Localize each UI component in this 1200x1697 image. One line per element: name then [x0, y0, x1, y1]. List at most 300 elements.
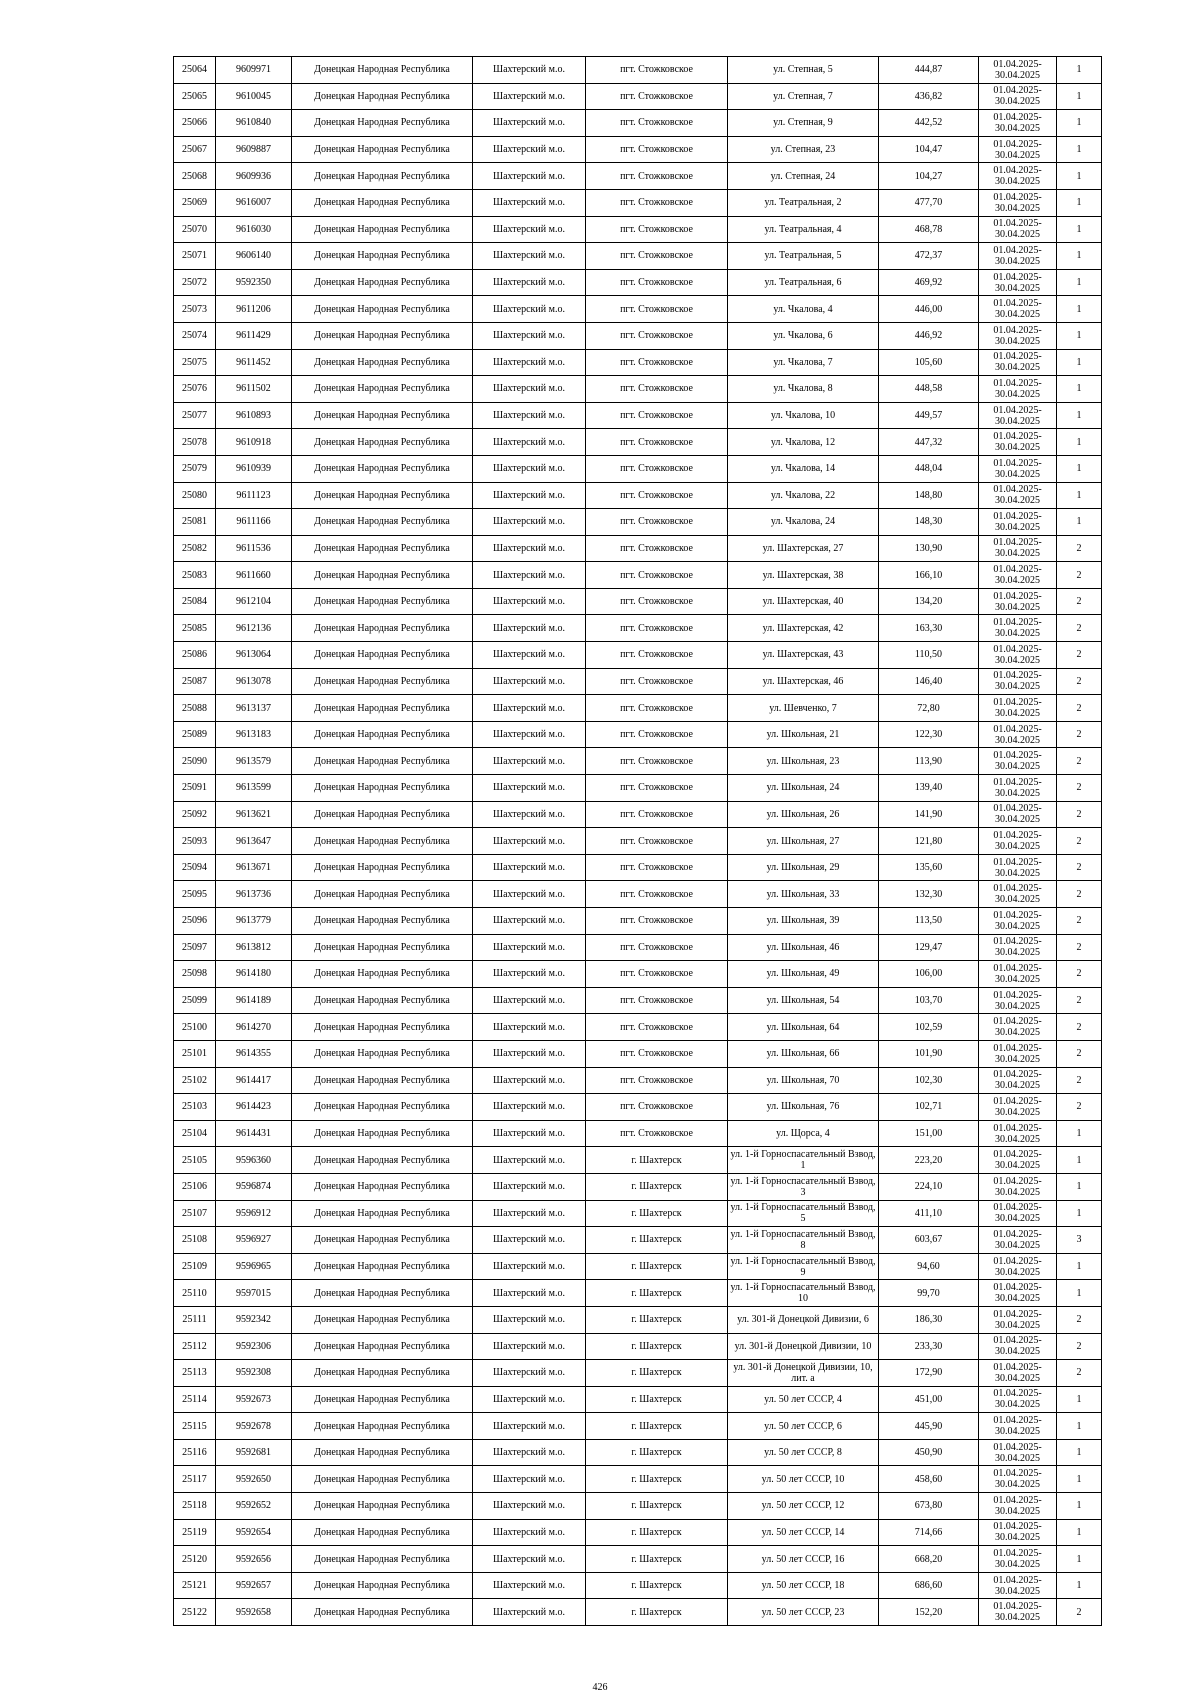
area-cell: 104,27 — [879, 163, 979, 190]
region-cell: Донецкая Народная Республика — [292, 349, 473, 376]
district-cell: Шахтерский м.о. — [473, 322, 586, 349]
locality-cell: пгт. Стожковское — [586, 1120, 728, 1147]
district-cell: Шахтерский м.о. — [473, 1147, 586, 1174]
count-cell: 1 — [1057, 1519, 1102, 1546]
district-cell: Шахтерский м.о. — [473, 455, 586, 482]
period-cell: 01.04.2025-30.04.2025 — [979, 987, 1057, 1014]
row-number-cell: 25095 — [174, 881, 216, 908]
address-cell: ул. Чкалова, 7 — [728, 349, 879, 376]
locality-cell: г. Шахтерск — [586, 1493, 728, 1520]
count-cell: 3 — [1057, 1227, 1102, 1254]
row-number-cell: 25085 — [174, 615, 216, 642]
object-id-cell: 9611452 — [216, 349, 292, 376]
area-cell: 121,80 — [879, 828, 979, 855]
count-cell: 2 — [1057, 1067, 1102, 1094]
object-id-cell: 9613064 — [216, 642, 292, 669]
region-cell: Донецкая Народная Республика — [292, 1014, 473, 1041]
locality-cell: пгт. Стожковское — [586, 482, 728, 509]
table-row — [174, 1200, 1102, 1227]
district-cell: Шахтерский м.о. — [473, 1040, 586, 1067]
count-cell: 2 — [1057, 1360, 1102, 1387]
count-cell: 2 — [1057, 615, 1102, 642]
row-number-cell: 25089 — [174, 721, 216, 748]
district-cell: Шахтерский м.о. — [473, 1599, 586, 1626]
locality-cell: пгт. Стожковское — [586, 509, 728, 536]
table-row — [174, 987, 1102, 1014]
region-cell: Донецкая Народная Республика — [292, 801, 473, 828]
row-number-cell: 25104 — [174, 1120, 216, 1147]
region-cell: Донецкая Народная Республика — [292, 1493, 473, 1520]
period-cell: 01.04.2025-30.04.2025 — [979, 642, 1057, 669]
count-cell: 2 — [1057, 881, 1102, 908]
period-cell: 01.04.2025-30.04.2025 — [979, 57, 1057, 84]
count-cell: 1 — [1057, 163, 1102, 190]
period-cell: 01.04.2025-30.04.2025 — [979, 1439, 1057, 1466]
object-id-cell: 9592342 — [216, 1306, 292, 1333]
table-row — [174, 908, 1102, 935]
object-id-cell: 9611502 — [216, 376, 292, 403]
region-cell: Донецкая Народная Республика — [292, 854, 473, 881]
row-number-cell: 25081 — [174, 509, 216, 536]
region-cell: Донецкая Народная Республика — [292, 402, 473, 429]
region-cell: Донецкая Народная Республика — [292, 881, 473, 908]
address-cell: ул. Школьная, 76 — [728, 1094, 879, 1121]
district-cell: Шахтерский м.о. — [473, 1253, 586, 1280]
count-cell: 2 — [1057, 801, 1102, 828]
period-cell: 01.04.2025-30.04.2025 — [979, 110, 1057, 137]
object-id-cell: 9592652 — [216, 1493, 292, 1520]
period-cell: 01.04.2025-30.04.2025 — [979, 1014, 1057, 1041]
count-cell: 1 — [1057, 349, 1102, 376]
area-cell: 446,00 — [879, 296, 979, 323]
object-id-cell: 9609936 — [216, 163, 292, 190]
locality-cell: пгт. Стожковское — [586, 402, 728, 429]
locality-cell: пгт. Стожковское — [586, 828, 728, 855]
table-row — [174, 1094, 1102, 1121]
object-id-cell: 9614189 — [216, 987, 292, 1014]
area-cell: 110,50 — [879, 642, 979, 669]
locality-cell: пгт. Стожковское — [586, 642, 728, 669]
address-cell: ул. Чкалова, 10 — [728, 402, 879, 429]
locality-cell: пгт. Стожковское — [586, 1014, 728, 1041]
table-row — [174, 1360, 1102, 1387]
area-cell: 102,71 — [879, 1094, 979, 1121]
region-cell: Донецкая Народная Республика — [292, 668, 473, 695]
region-cell: Донецкая Народная Республика — [292, 562, 473, 589]
area-cell: 450,90 — [879, 1439, 979, 1466]
region-cell: Донецкая Народная Республика — [292, 987, 473, 1014]
period-cell: 01.04.2025-30.04.2025 — [979, 163, 1057, 190]
table-row — [174, 376, 1102, 403]
district-cell: Шахтерский м.о. — [473, 1413, 586, 1440]
table-row — [174, 57, 1102, 84]
count-cell: 1 — [1057, 1466, 1102, 1493]
object-id-cell: 9613183 — [216, 721, 292, 748]
district-cell: Шахтерский м.о. — [473, 535, 586, 562]
district-cell: Шахтерский м.о. — [473, 1360, 586, 1387]
table-row — [174, 455, 1102, 482]
area-cell: 442,52 — [879, 110, 979, 137]
object-id-cell: 9614423 — [216, 1094, 292, 1121]
object-id-cell: 9610918 — [216, 429, 292, 456]
region-cell: Донецкая Народная Республика — [292, 1413, 473, 1440]
district-cell: Шахтерский м.о. — [473, 189, 586, 216]
area-cell: 166,10 — [879, 562, 979, 589]
count-cell: 1 — [1057, 216, 1102, 243]
table-row — [174, 429, 1102, 456]
period-cell: 01.04.2025-30.04.2025 — [979, 1572, 1057, 1599]
district-cell: Шахтерский м.о. — [473, 1306, 586, 1333]
period-cell: 01.04.2025-30.04.2025 — [979, 402, 1057, 429]
object-id-cell: 9611536 — [216, 535, 292, 562]
district-cell: Шахтерский м.о. — [473, 136, 586, 163]
region-cell: Донецкая Народная Республика — [292, 1386, 473, 1413]
table-row — [174, 509, 1102, 536]
district-cell: Шахтерский м.о. — [473, 482, 586, 509]
table-row — [174, 296, 1102, 323]
object-id-cell: 9592681 — [216, 1439, 292, 1466]
locality-cell: пгт. Стожковское — [586, 57, 728, 84]
row-number-cell: 25080 — [174, 482, 216, 509]
address-cell: ул. Чкалова, 22 — [728, 482, 879, 509]
region-cell: Донецкая Народная Республика — [292, 721, 473, 748]
address-cell: ул. Степная, 7 — [728, 83, 879, 110]
locality-cell: пгт. Стожковское — [586, 588, 728, 615]
address-cell: ул. Чкалова, 24 — [728, 509, 879, 536]
period-cell: 01.04.2025-30.04.2025 — [979, 588, 1057, 615]
district-cell: Шахтерский м.о. — [473, 1546, 586, 1573]
area-cell: 458,60 — [879, 1466, 979, 1493]
period-cell: 01.04.2025-30.04.2025 — [979, 269, 1057, 296]
area-cell: 448,04 — [879, 455, 979, 482]
area-cell: 449,57 — [879, 402, 979, 429]
count-cell: 2 — [1057, 1014, 1102, 1041]
count-cell: 1 — [1057, 1386, 1102, 1413]
region-cell: Донецкая Народная Республика — [292, 322, 473, 349]
region-cell: Донецкая Народная Республика — [292, 1572, 473, 1599]
area-cell: 163,30 — [879, 615, 979, 642]
address-cell: ул. 1-й Горноспасательный Взвод, 1 — [728, 1147, 879, 1174]
count-cell: 2 — [1057, 668, 1102, 695]
table-row — [174, 588, 1102, 615]
table-row — [174, 349, 1102, 376]
table-row — [174, 110, 1102, 137]
period-cell: 01.04.2025-30.04.2025 — [979, 721, 1057, 748]
locality-cell: г. Шахтерск — [586, 1572, 728, 1599]
region-cell: Донецкая Народная Республика — [292, 535, 473, 562]
address-cell: ул. Театральная, 5 — [728, 243, 879, 270]
object-id-cell: 9611123 — [216, 482, 292, 509]
object-id-cell: 9592350 — [216, 269, 292, 296]
region-cell: Донецкая Народная Республика — [292, 83, 473, 110]
locality-cell: пгт. Стожковское — [586, 349, 728, 376]
district-cell: Шахтерский м.о. — [473, 987, 586, 1014]
region-cell: Донецкая Народная Республика — [292, 110, 473, 137]
region-cell: Донецкая Народная Республика — [292, 961, 473, 988]
count-cell: 2 — [1057, 535, 1102, 562]
area-cell: 101,90 — [879, 1040, 979, 1067]
count-cell: 1 — [1057, 509, 1102, 536]
region-cell: Донецкая Народная Республика — [292, 642, 473, 669]
row-number-cell: 25111 — [174, 1306, 216, 1333]
locality-cell: пгт. Стожковское — [586, 987, 728, 1014]
period-cell: 01.04.2025-30.04.2025 — [979, 482, 1057, 509]
row-number-cell: 25090 — [174, 748, 216, 775]
row-number-cell: 25108 — [174, 1227, 216, 1254]
locality-cell: пгт. Стожковское — [586, 83, 728, 110]
table-row — [174, 243, 1102, 270]
region-cell: Донецкая Народная Республика — [292, 216, 473, 243]
period-cell: 01.04.2025-30.04.2025 — [979, 1413, 1057, 1440]
table-row — [174, 535, 1102, 562]
count-cell: 2 — [1057, 961, 1102, 988]
count-cell: 2 — [1057, 562, 1102, 589]
row-number-cell: 25067 — [174, 136, 216, 163]
address-cell: ул. 50 лет СССР, 6 — [728, 1413, 879, 1440]
count-cell: 2 — [1057, 987, 1102, 1014]
count-cell: 1 — [1057, 243, 1102, 270]
area-cell: 444,87 — [879, 57, 979, 84]
row-number-cell: 25086 — [174, 642, 216, 669]
region-cell: Донецкая Народная Республика — [292, 482, 473, 509]
row-number-cell: 25070 — [174, 216, 216, 243]
period-cell: 01.04.2025-30.04.2025 — [979, 1173, 1057, 1200]
address-cell: ул. Чкалова, 6 — [728, 322, 879, 349]
period-cell: 01.04.2025-30.04.2025 — [979, 775, 1057, 802]
locality-cell: пгт. Стожковское — [586, 1067, 728, 1094]
table-row — [174, 402, 1102, 429]
area-cell: 146,40 — [879, 668, 979, 695]
locality-cell: пгт. Стожковское — [586, 668, 728, 695]
region-cell: Донецкая Народная Республика — [292, 1360, 473, 1387]
table-row — [174, 1227, 1102, 1254]
district-cell: Шахтерский м.о. — [473, 1493, 586, 1520]
address-cell: ул. Школьная, 46 — [728, 934, 879, 961]
address-cell: ул. 50 лет СССР, 18 — [728, 1572, 879, 1599]
object-id-cell: 9611166 — [216, 509, 292, 536]
address-cell: ул. Театральная, 2 — [728, 189, 879, 216]
locality-cell: г. Шахтерск — [586, 1519, 728, 1546]
count-cell: 1 — [1057, 322, 1102, 349]
table-row — [174, 1599, 1102, 1626]
region-cell: Донецкая Народная Республика — [292, 588, 473, 615]
district-cell: Шахтерский м.о. — [473, 110, 586, 137]
row-number-cell: 25110 — [174, 1280, 216, 1307]
area-cell: 673,80 — [879, 1493, 979, 1520]
table-row — [174, 1386, 1102, 1413]
locality-cell: пгт. Стожковское — [586, 163, 728, 190]
address-cell: ул. Чкалова, 12 — [728, 429, 879, 456]
locality-cell: пгт. Стожковское — [586, 216, 728, 243]
district-cell: Шахтерский м.о. — [473, 57, 586, 84]
district-cell: Шахтерский м.о. — [473, 509, 586, 536]
count-cell: 1 — [1057, 110, 1102, 137]
row-number-cell: 25101 — [174, 1040, 216, 1067]
district-cell: Шахтерский м.о. — [473, 429, 586, 456]
address-cell: ул. Школьная, 27 — [728, 828, 879, 855]
district-cell: Шахтерский м.о. — [473, 908, 586, 935]
district-cell: Шахтерский м.о. — [473, 642, 586, 669]
object-id-cell: 9592656 — [216, 1546, 292, 1573]
locality-cell: пгт. Стожковское — [586, 296, 728, 323]
row-number-cell: 25117 — [174, 1466, 216, 1493]
area-cell: 148,80 — [879, 482, 979, 509]
count-cell: 2 — [1057, 1333, 1102, 1360]
area-cell: 603,67 — [879, 1227, 979, 1254]
period-cell: 01.04.2025-30.04.2025 — [979, 1227, 1057, 1254]
period-cell: 01.04.2025-30.04.2025 — [979, 934, 1057, 961]
address-cell: ул. Чкалова, 8 — [728, 376, 879, 403]
count-cell: 1 — [1057, 136, 1102, 163]
count-cell: 1 — [1057, 1173, 1102, 1200]
count-cell: 1 — [1057, 57, 1102, 84]
region-cell: Донецкая Народная Республика — [292, 189, 473, 216]
table-row — [174, 801, 1102, 828]
area-cell: 686,60 — [879, 1572, 979, 1599]
area-cell: 130,90 — [879, 535, 979, 562]
region-cell: Донецкая Народная Республика — [292, 748, 473, 775]
area-cell: 139,40 — [879, 775, 979, 802]
locality-cell: пгт. Стожковское — [586, 775, 728, 802]
object-id-cell: 9611206 — [216, 296, 292, 323]
region-cell: Донецкая Народная Республика — [292, 269, 473, 296]
table-row — [174, 269, 1102, 296]
locality-cell: пгт. Стожковское — [586, 429, 728, 456]
area-cell: 186,30 — [879, 1306, 979, 1333]
count-cell: 1 — [1057, 1120, 1102, 1147]
address-cell: ул. 1-й Горноспасательный Взвод, 5 — [728, 1200, 879, 1227]
row-number-cell: 25100 — [174, 1014, 216, 1041]
region-cell: Донецкая Народная Республика — [292, 243, 473, 270]
period-cell: 01.04.2025-30.04.2025 — [979, 1067, 1057, 1094]
area-cell: 436,82 — [879, 83, 979, 110]
address-cell: ул. Школьная, 49 — [728, 961, 879, 988]
address-cell: ул. Степная, 24 — [728, 163, 879, 190]
district-cell: Шахтерский м.о. — [473, 1280, 586, 1307]
period-cell: 01.04.2025-30.04.2025 — [979, 828, 1057, 855]
region-cell: Донецкая Народная Республика — [292, 908, 473, 935]
object-id-cell: 9614431 — [216, 1120, 292, 1147]
district-cell: Шахтерский м.о. — [473, 1200, 586, 1227]
row-number-cell: 25122 — [174, 1599, 216, 1626]
object-id-cell: 9613812 — [216, 934, 292, 961]
area-cell: 446,92 — [879, 322, 979, 349]
row-number-cell: 25094 — [174, 854, 216, 881]
row-number-cell: 25083 — [174, 562, 216, 589]
count-cell: 2 — [1057, 748, 1102, 775]
region-cell: Донецкая Народная Республика — [292, 429, 473, 456]
district-cell: Шахтерский м.о. — [473, 961, 586, 988]
address-cell: ул. 301-й Донецкой Дивизии, 10, лит. а — [728, 1360, 879, 1387]
locality-cell: пгт. Стожковское — [586, 721, 728, 748]
count-cell: 1 — [1057, 1280, 1102, 1307]
locality-cell: пгт. Стожковское — [586, 854, 728, 881]
area-cell: 445,90 — [879, 1413, 979, 1440]
area-cell: 477,70 — [879, 189, 979, 216]
area-cell: 113,50 — [879, 908, 979, 935]
locality-cell: пгт. Стожковское — [586, 562, 728, 589]
locality-cell: г. Шахтерск — [586, 1306, 728, 1333]
district-cell: Шахтерский м.о. — [473, 695, 586, 722]
object-id-cell: 9610840 — [216, 110, 292, 137]
count-cell: 2 — [1057, 1306, 1102, 1333]
area-cell: 411,10 — [879, 1200, 979, 1227]
region-cell: Донецкая Народная Республика — [292, 1094, 473, 1121]
row-number-cell: 25091 — [174, 775, 216, 802]
period-cell: 01.04.2025-30.04.2025 — [979, 1200, 1057, 1227]
object-id-cell: 9613736 — [216, 881, 292, 908]
period-cell: 01.04.2025-30.04.2025 — [979, 83, 1057, 110]
area-cell: 103,70 — [879, 987, 979, 1014]
object-id-cell: 9609887 — [216, 136, 292, 163]
region-cell: Донецкая Народная Республика — [292, 1599, 473, 1626]
district-cell: Шахтерский м.о. — [473, 1227, 586, 1254]
count-cell: 1 — [1057, 482, 1102, 509]
row-number-cell: 25079 — [174, 455, 216, 482]
count-cell: 1 — [1057, 429, 1102, 456]
district-cell: Шахтерский м.о. — [473, 269, 586, 296]
period-cell: 01.04.2025-30.04.2025 — [979, 455, 1057, 482]
area-cell: 447,32 — [879, 429, 979, 456]
object-id-cell: 9592308 — [216, 1360, 292, 1387]
area-cell: 172,90 — [879, 1360, 979, 1387]
row-number-cell: 25072 — [174, 269, 216, 296]
locality-cell: пгт. Стожковское — [586, 535, 728, 562]
table-row — [174, 1147, 1102, 1174]
locality-cell: пгт. Стожковское — [586, 934, 728, 961]
district-cell: Шахтерский м.о. — [473, 801, 586, 828]
row-number-cell: 25097 — [174, 934, 216, 961]
table-row — [174, 1280, 1102, 1307]
table-row — [174, 83, 1102, 110]
district-cell: Шахтерский м.о. — [473, 1333, 586, 1360]
locality-cell: пгт. Стожковское — [586, 801, 728, 828]
area-cell: 224,10 — [879, 1173, 979, 1200]
table-row — [174, 1306, 1102, 1333]
address-cell: ул. 50 лет СССР, 14 — [728, 1519, 879, 1546]
table-row — [174, 1519, 1102, 1546]
row-number-cell: 25098 — [174, 961, 216, 988]
count-cell: 1 — [1057, 1572, 1102, 1599]
address-cell: ул. Школьная, 29 — [728, 854, 879, 881]
district-cell: Шахтерский м.о. — [473, 615, 586, 642]
period-cell: 01.04.2025-30.04.2025 — [979, 1253, 1057, 1280]
count-cell: 2 — [1057, 721, 1102, 748]
table-body — [174, 57, 1102, 1626]
object-id-cell: 9611429 — [216, 322, 292, 349]
row-number-cell: 25107 — [174, 1200, 216, 1227]
table-row — [174, 1253, 1102, 1280]
district-cell: Шахтерский м.о. — [473, 376, 586, 403]
district-cell: Шахтерский м.о. — [473, 1014, 586, 1041]
region-cell: Донецкая Народная Республика — [292, 455, 473, 482]
object-id-cell: 9613137 — [216, 695, 292, 722]
table-row — [174, 1493, 1102, 1520]
table-row — [174, 748, 1102, 775]
row-number-cell: 25092 — [174, 801, 216, 828]
address-cell: ул. Степная, 23 — [728, 136, 879, 163]
area-cell: 223,20 — [879, 1147, 979, 1174]
row-number-cell: 25099 — [174, 987, 216, 1014]
period-cell: 01.04.2025-30.04.2025 — [979, 1360, 1057, 1387]
address-cell: ул. Шахтерская, 27 — [728, 535, 879, 562]
area-cell: 152,20 — [879, 1599, 979, 1626]
district-cell: Шахтерский м.о. — [473, 721, 586, 748]
region-cell: Донецкая Народная Республика — [292, 296, 473, 323]
period-cell: 01.04.2025-30.04.2025 — [979, 562, 1057, 589]
row-number-cell: 25074 — [174, 322, 216, 349]
table-row — [174, 854, 1102, 881]
